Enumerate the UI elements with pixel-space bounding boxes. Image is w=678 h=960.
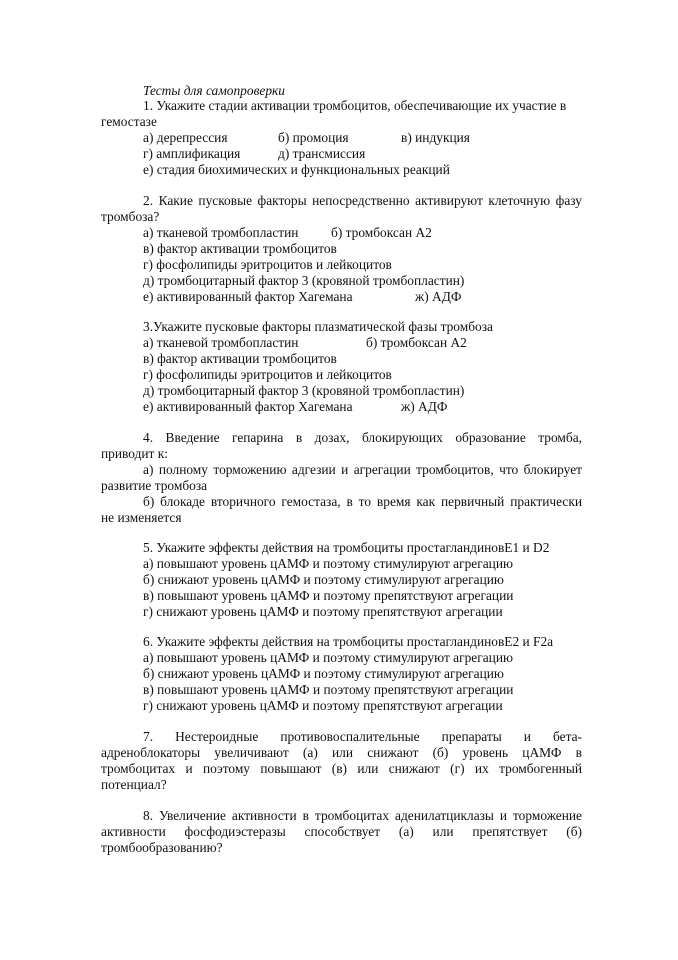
q7-text-cont-1: адреноблокаторы увеличивают (а) или снижают (б) уровень цАМФ в: [101, 745, 582, 760]
q2-option-e: е) активированный фактор Хагемана: [143, 289, 353, 304]
q7-text-cont-2: тромбоцитах и поэтому повышают (в) или снижают (г) их тромбогенный: [101, 761, 582, 776]
q2-option-zh: ж) АДФ: [415, 289, 462, 304]
q5-text: 5. Укажите эффекты действия на тромбоциты простагландиновЕ1 и D2: [143, 540, 550, 555]
q5-option-v: в) повышают уровень цАМФ и поэтому препятствуют агрегации: [143, 588, 514, 603]
q4-option-a: а) полному торможению адгезии и агрегации тромбоцитов, что блокирует: [143, 462, 582, 477]
q3-option-a: а) тканевой тромбопластин: [143, 335, 299, 350]
q2-option-a: а) тканевой тромбопластин: [143, 225, 299, 240]
page-title: Тесты для самопроверки: [143, 83, 285, 98]
q1-text: 1. Укажите стадии активации тромбоцитов, обеспечивающие их участие в: [143, 98, 567, 113]
q3-option-d: д) тромбоцитарный фактор 3 (кровяной тромбопластин): [143, 383, 465, 398]
q6-option-a: а) повышают уровень цАМФ и поэтому стимулируют агрегацию: [143, 650, 513, 665]
q6-text: 6. Укажите эффекты действия на тромбоциты простагландиновЕ2 и F2a: [143, 634, 554, 649]
q8-text: 8. Увеличение активности в тромбоцитах аденилатциклазы и торможение: [143, 808, 582, 823]
q5-option-b: б) снижают уровень цАМФ и поэтому стимулируют агрегацию: [143, 572, 504, 587]
q2-option-d: д) тромбоцитарный фактор 3 (кровяной тромбопластин): [143, 273, 465, 288]
q5-option-a: а) повышают уровень цАМФ и поэтому стимулируют агрегацию: [143, 556, 513, 571]
q2-option-b: б) тромбоксан А2: [331, 225, 432, 240]
q5-option-g: г) снижают уровень цАМФ и поэтому препятствуют агрегации: [143, 604, 503, 619]
q4-option-b: б) блокаде вторичного гемостаза, в то время как первичный практически: [143, 494, 582, 509]
q2-option-g: г) фосфолипиды эритроцитов и лейкоцитов: [143, 257, 392, 272]
q1-option-d: д) трансмиссия: [278, 146, 366, 161]
q6-option-v: в) повышают уровень цАМФ и поэтому препятствуют агрегации: [143, 682, 514, 697]
q2-text-cont: тромбоза?: [101, 209, 160, 224]
q1-option-g: г) амплификация: [143, 146, 241, 161]
q2-option-v: в) фактор активации тромбоцитов: [143, 241, 337, 256]
q3-option-v: в) фактор активации тромбоцитов: [143, 351, 337, 366]
q4-text: 4. Введение гепарина в дозах, блокирующих образование тромба,: [143, 430, 582, 445]
q4-option-b-cont: не изменяется: [101, 510, 182, 525]
q1-option-v: в) индукция: [401, 130, 470, 145]
q7-text-cont-3: потенциал?: [101, 777, 167, 792]
q4-text-cont: приводит к:: [101, 446, 168, 461]
q3-option-zh: ж) АДФ: [401, 399, 448, 414]
q6-option-g: г) снижают уровень цАМФ и поэтому препятствуют агрегации: [143, 698, 503, 713]
q3-text: 3.Укажите пусковые факторы плазматической фазы тромбоза: [143, 319, 493, 334]
q1-option-a: а) дерепрессия: [143, 130, 228, 145]
q2-text: 2. Какие пусковые факторы непосредственно активируют клеточную фазу: [143, 193, 582, 208]
q6-option-b: б) снижают уровень цАМФ и поэтому стимулируют агрегацию: [143, 666, 504, 681]
q7-text: 7. Нестероидные противовоспалительные препараты и бета-: [143, 729, 582, 744]
q8-text-cont-1: активности фосфодиэстеразы способствует (а) или препятствует (б): [101, 824, 582, 839]
q4-option-a-cont: развитие тромбоза: [101, 478, 208, 493]
q3-option-b: б) тромбоксан А2: [366, 335, 467, 350]
q3-option-e: е) активированный фактор Хагемана: [143, 399, 353, 414]
q1-option-b: б) промоция: [278, 130, 349, 145]
q1-text-cont: гемостазе: [101, 114, 157, 129]
q8-text-cont-2: тромбообразованию?: [101, 840, 223, 855]
q3-option-g: г) фосфолипиды эритроцитов и лейкоцитов: [143, 367, 392, 382]
q1-option-e: е) стадия биохимических и функциональных реакций: [143, 162, 450, 177]
